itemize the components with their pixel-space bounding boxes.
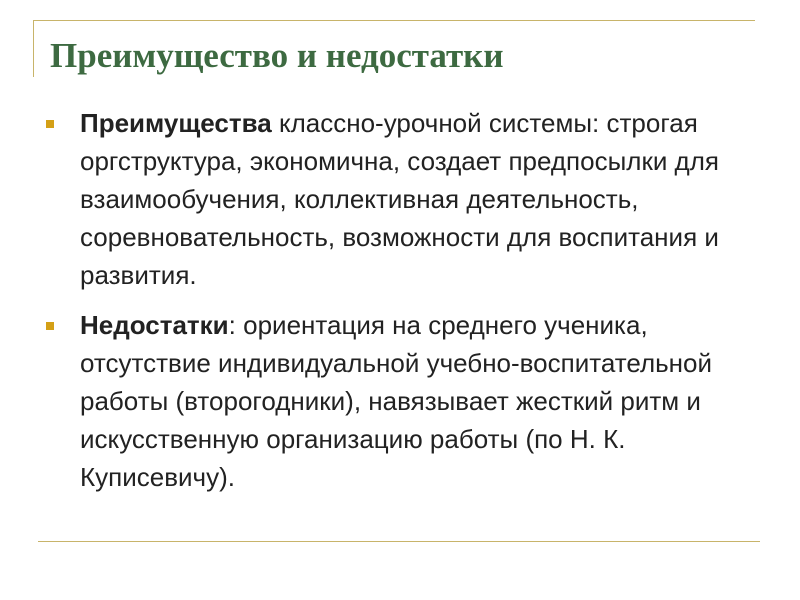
- disadvantages-term: Недостатки: [80, 310, 229, 340]
- square-bullet-icon: [46, 120, 54, 128]
- bottom-rule: [38, 541, 760, 542]
- top-rule: [33, 20, 755, 21]
- advantages-term: Преимущества: [80, 108, 272, 138]
- disadvantages-text: : ориентация на среднего ученика, отсутствие индивидуальной учебно-воспитательной работы (второгодники), навязывает жесткий ритм и искусственную организацию работы (по Н. К. Куписевичу).: [80, 310, 713, 492]
- list-item-advantages: [42, 104, 762, 294]
- left-rule: [33, 20, 34, 77]
- slide-title: Преимущество и недостатки: [50, 36, 504, 75]
- list-item-disadvantages: [42, 306, 762, 496]
- advantages-text: классно-урочной системы: строгая оргструктура, экономична, создает предпосылки для взаимообучения, коллективная деятельность, соревновательность, возможности для воспитания и развития.: [80, 108, 719, 290]
- square-bullet-icon: [46, 322, 54, 330]
- bullet-list: [42, 104, 762, 496]
